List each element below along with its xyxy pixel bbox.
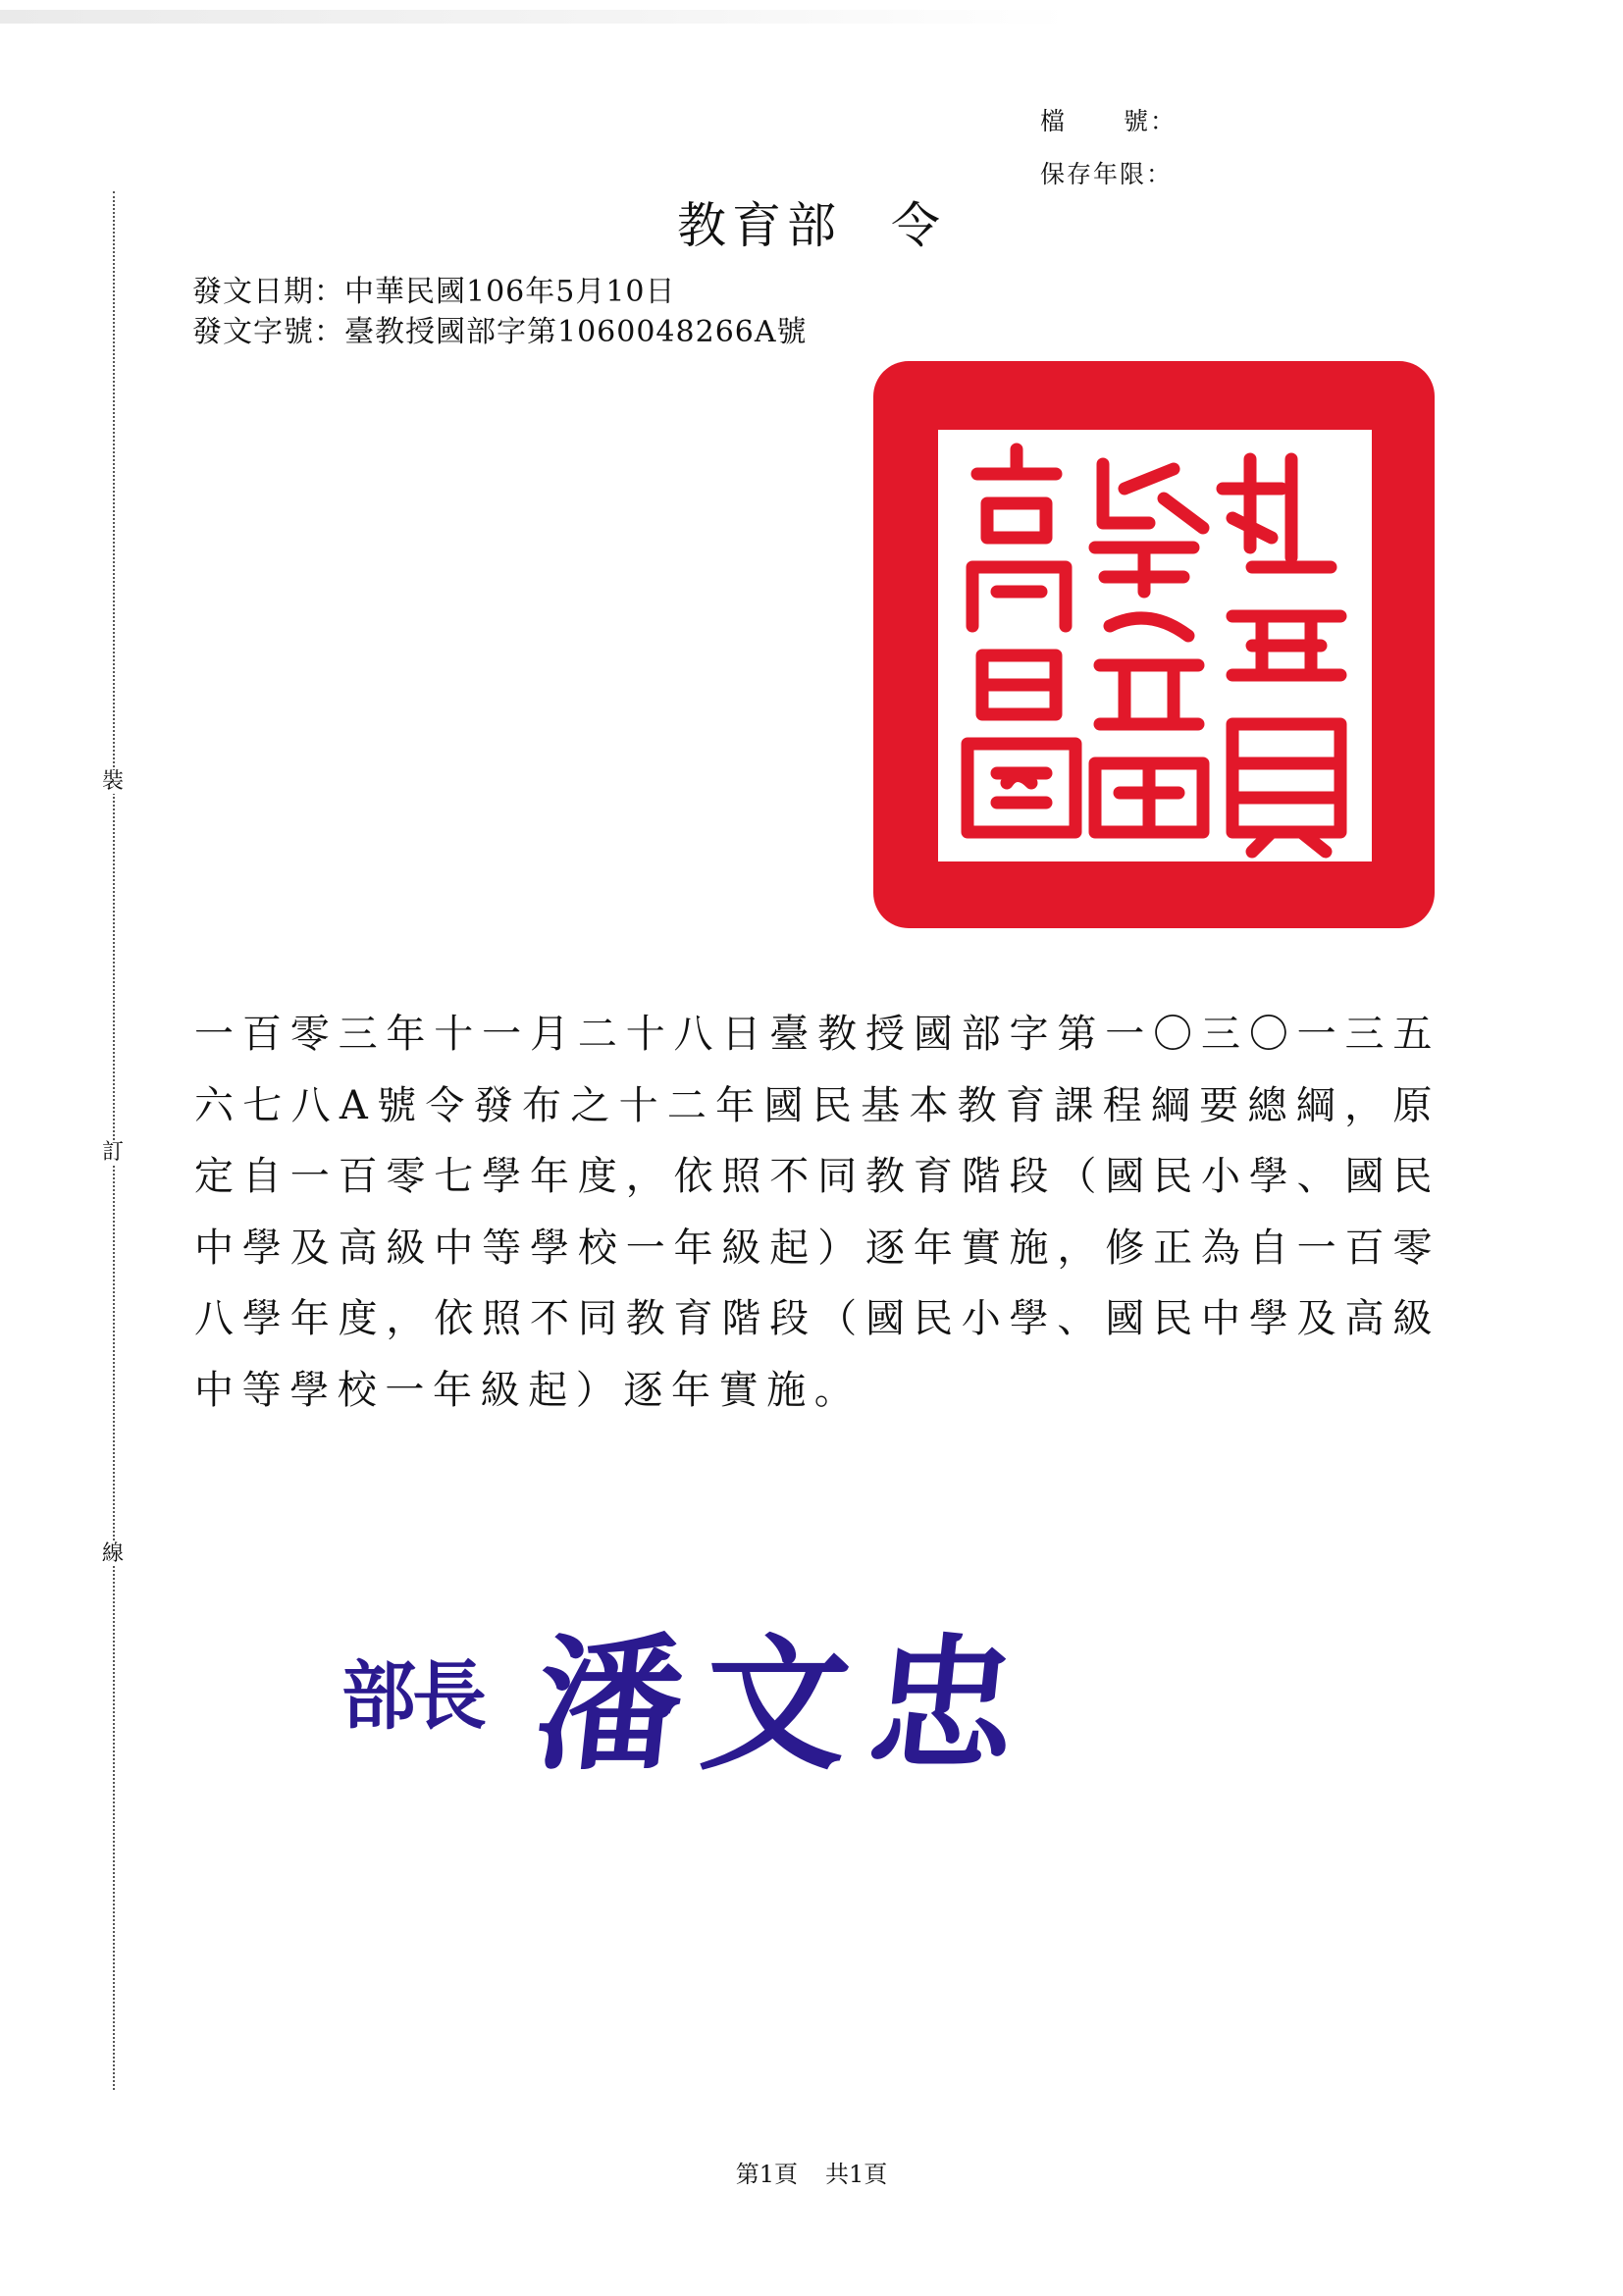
file-number-label-part2: 號： [1124, 107, 1178, 135]
file-number-label-part1: 檔 [1040, 107, 1068, 135]
title-order: 令 [891, 197, 946, 254]
seal-inner-field [938, 430, 1372, 861]
issue-number: 發文字號：臺教授國部字第1060048266A號 [192, 315, 808, 349]
scan-edge-shadow [0, 10, 1070, 24]
page-number: 第1頁 [735, 2161, 798, 2188]
binding-char-top: 裝 [101, 769, 124, 794]
issue-date: 發文日期：中華民國106年5月10日 [192, 275, 676, 309]
minister-signature-name: 潘文忠 [527, 1619, 1046, 1790]
page-footer [0, 2155, 1623, 2189]
binding-char-middle: 訂 [101, 1140, 124, 1165]
page-total: 共1頁 [825, 2161, 888, 2188]
title-ministry: 教育部 [677, 197, 842, 254]
document-title [0, 186, 1623, 257]
file-number-label [1040, 102, 1177, 137]
official-seal-image [873, 361, 1435, 928]
retention-label: 保存年限： [1040, 160, 1174, 188]
seal-script-glyphs [938, 430, 1372, 861]
order-body-text: 一百零三年十一月二十八日臺教授國部字第一〇三〇一三五六七八A號令發布之十二年國民基本教育課程綱要總綱，原定自一百零七學年度，依照不同教育階段（國民小學、國民中學及高級中等學校一年級起）逐年實施，修正為自一百零八學年度，依照不同教育階段（國民小學、國民中學及高級中等學校一年級起）逐年實施。 [194, 1012, 1440, 1413]
binding-char-bottom: 線 [101, 1541, 124, 1566]
minister-title: 部長 [341, 1652, 483, 1740]
